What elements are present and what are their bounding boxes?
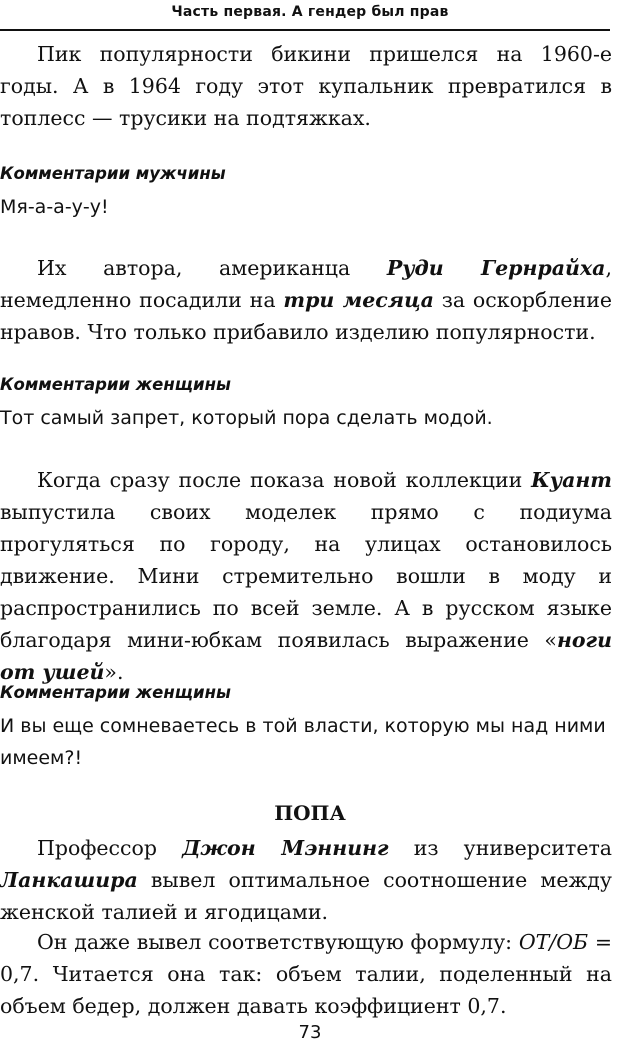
paragraph-text: [0, 252, 612, 348]
comment-text: И вы еще сомневаетесь в той власти, которую мы над ними имеем?!: [0, 715, 606, 769]
paragraph-formula: [0, 926, 612, 1022]
text-run: Он даже вывел соответствующую формулу:: [37, 930, 519, 954]
text-run: = 0,7. Читается она так: объем талии, поделенный на объем бедер, должен давать коэффициент 0,7.: [0, 930, 612, 1018]
paragraph-manning: [0, 832, 612, 928]
formula: ОТ/ОБ: [518, 930, 589, 954]
paragraph-text: [0, 464, 612, 688]
comment-men-body: [0, 191, 612, 223]
text-run: за оскорбление нравов. Что только прибавило изделию популярности.: [0, 288, 612, 344]
paragraph-bikini: [0, 38, 612, 134]
running-head: Часть первая. А гендер был прав: [171, 4, 449, 20]
comment-women-2-body: [0, 710, 612, 774]
text-run: ».: [104, 660, 124, 684]
comment-text: Тот самый запрет, который пора сделать модой.: [0, 407, 493, 429]
text-run: выпустила своих моделек прямо с подиума прогуляться по городу, на улицах остановилось движение. Мини стремительно вошли в моду и распространились по всей земле. А в русском языке благодаря мини-юбкам появилась выражение «: [0, 500, 612, 652]
section-title: ПОПА: [274, 801, 346, 825]
comment-men: [0, 162, 612, 186]
comment-women-1-body: [0, 402, 612, 434]
emphasis-name: Руди Гернрайха: [386, 256, 606, 280]
paragraph-text: [0, 926, 612, 1022]
emphasis-phrase: ноги от ушей: [0, 628, 612, 684]
comment-text: Мя-а-а-у-у!: [0, 196, 109, 218]
paragraph-text: [0, 832, 612, 928]
comment-label: Комментарии женщины: [0, 375, 231, 394]
emphasis-term: три месяца: [283, 288, 434, 312]
emphasis-name: Куант: [531, 468, 612, 492]
header-rule: [0, 29, 610, 31]
text-run: , немедленно посадили на: [0, 256, 612, 312]
text-run: из университета: [388, 836, 613, 860]
paragraph-quant: [0, 464, 612, 688]
comment-label: Комментарии женщины: [0, 683, 231, 702]
comment-label: Комментарии мужчины: [0, 164, 226, 183]
text-run: Когда сразу после показа новой коллекции: [37, 468, 532, 492]
paragraph-text: Пик популярности бикини пришелся на 1960-е годы. А в 1964 году этот купальник превратился в топлесс — трусики на подтяжках.: [0, 42, 612, 130]
page-number: 73: [298, 1022, 322, 1043]
paragraph-gernreich: [0, 252, 612, 348]
text-run: Их автора, американца: [37, 256, 387, 280]
comment-women-1: [0, 373, 612, 397]
emphasis-place: Ланкашира: [0, 868, 138, 892]
text-run: Профессор: [37, 836, 183, 860]
text-run: вывел оптимальное соотношение между женской талией и ягодицами.: [0, 868, 612, 924]
emphasis-name: Джон Мэннинг: [182, 836, 389, 860]
comment-women-2: [0, 681, 612, 705]
